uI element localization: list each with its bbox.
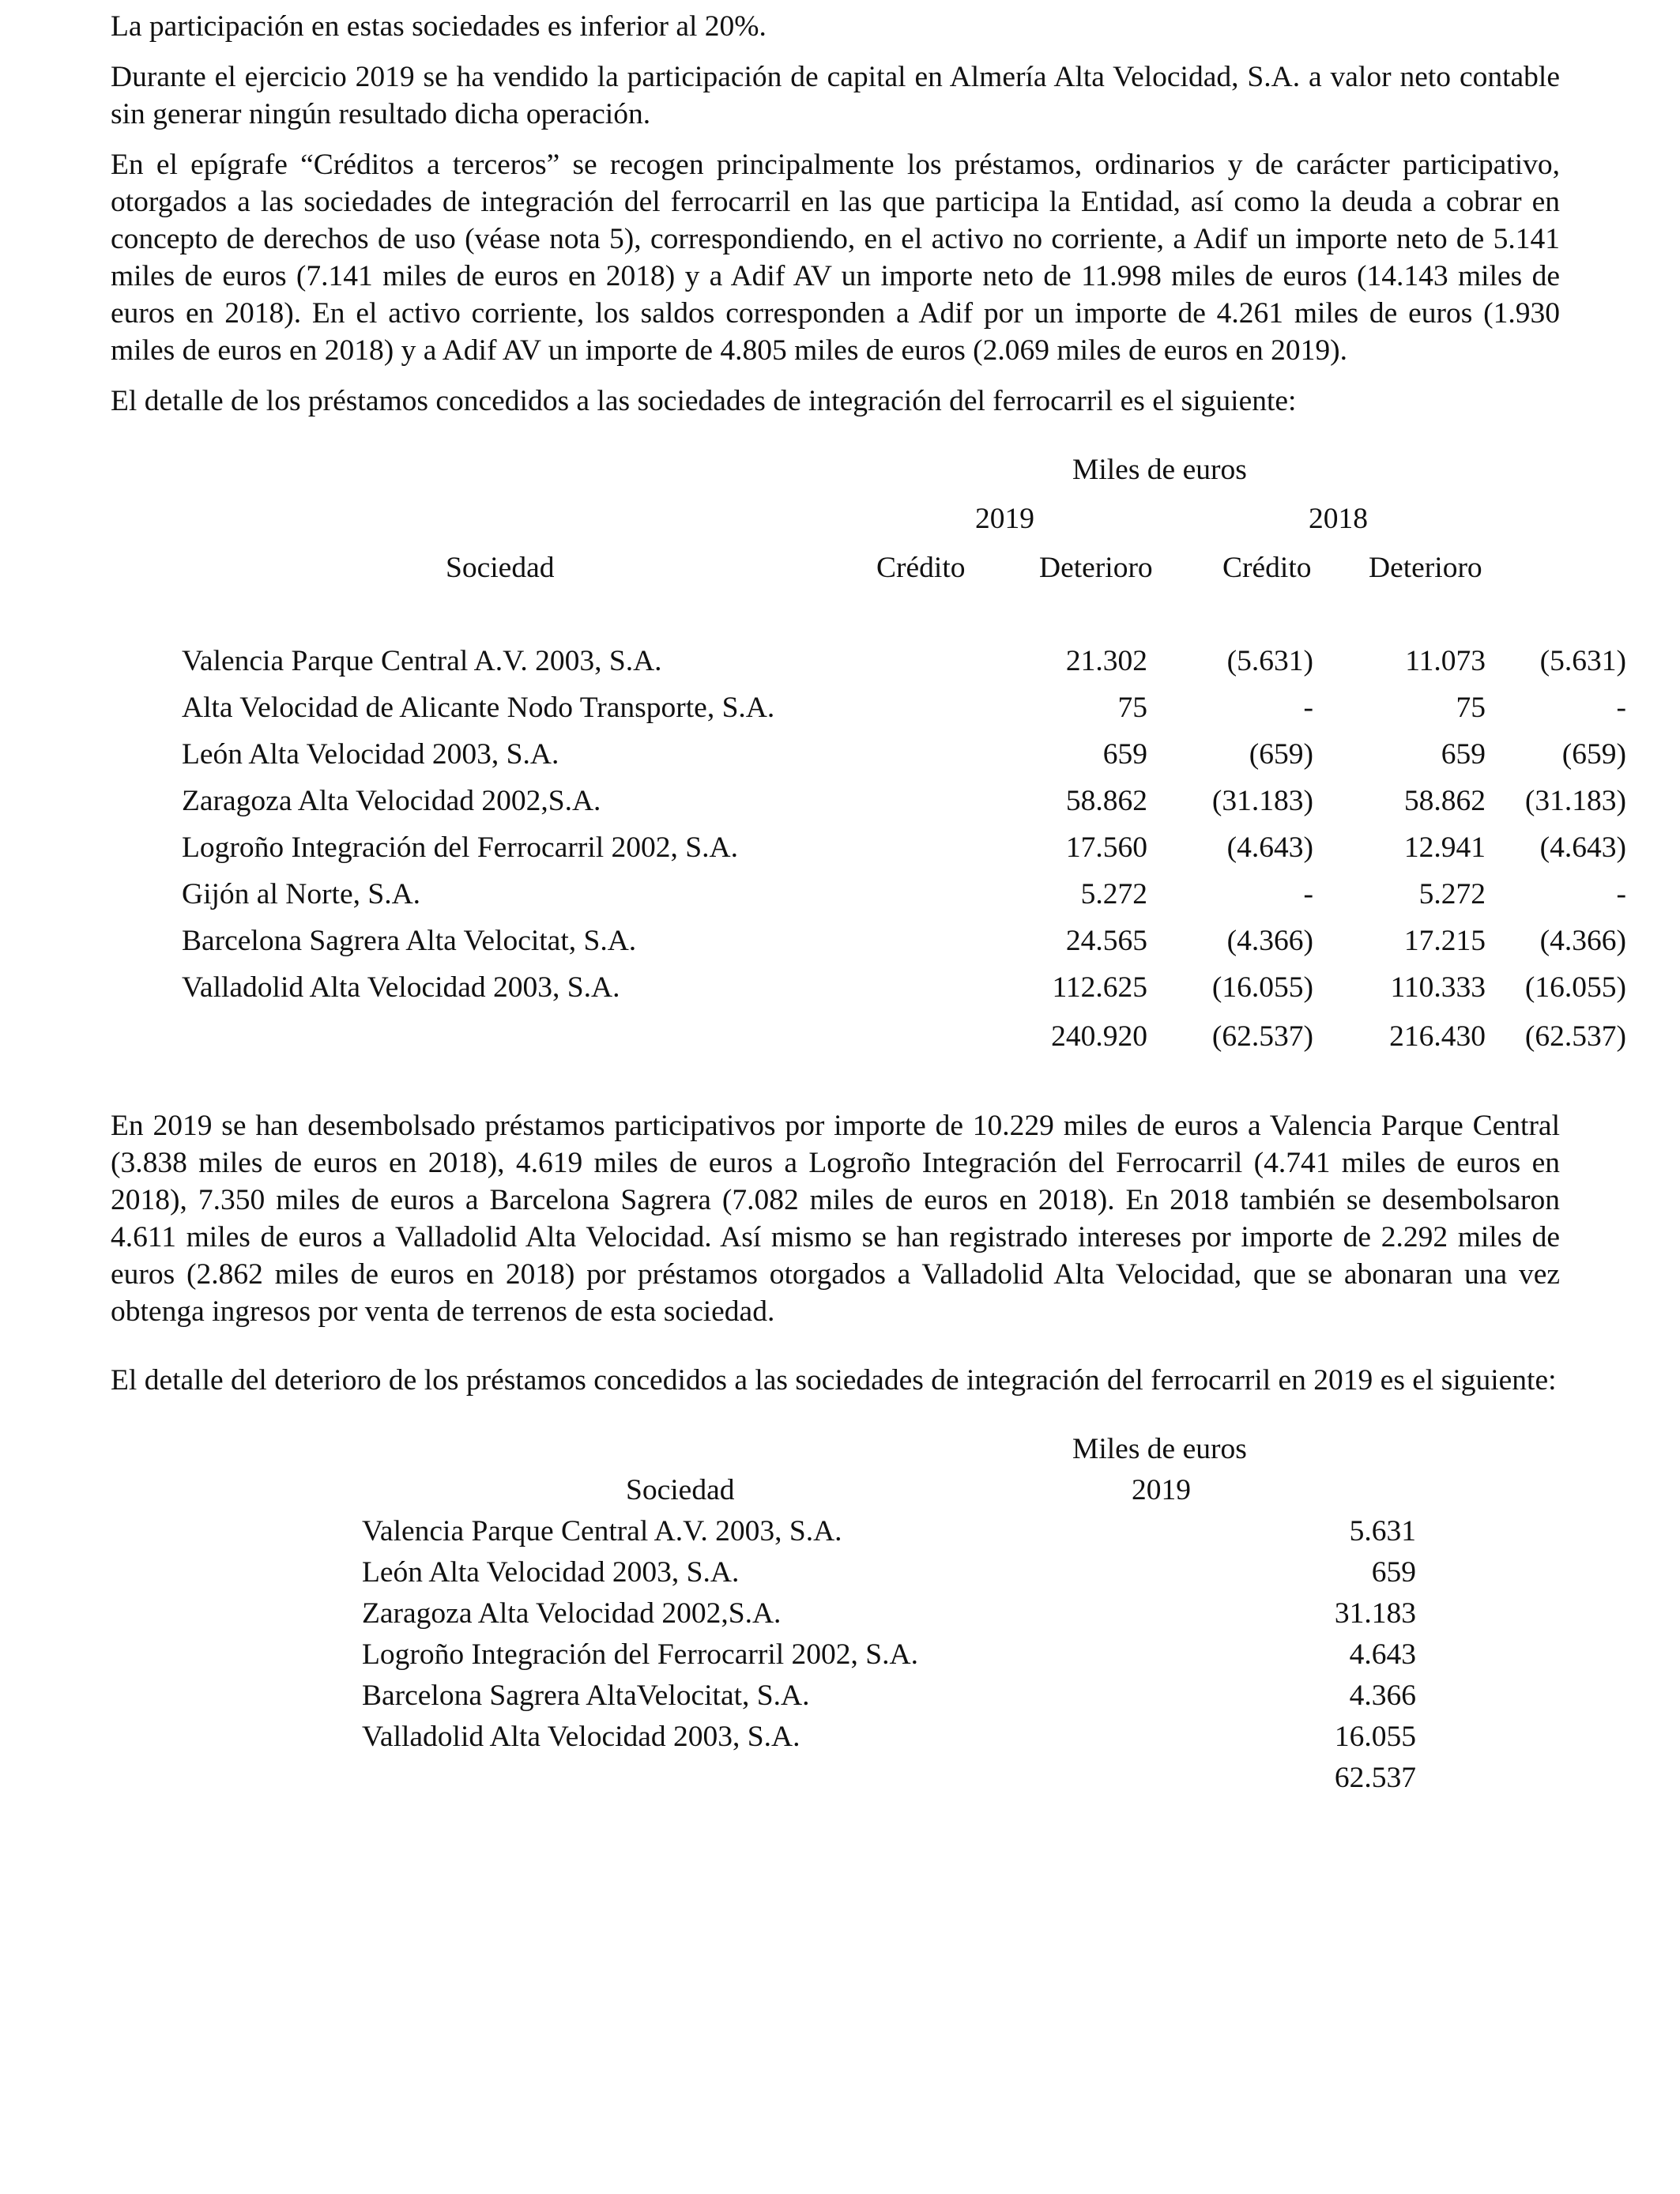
- table2-company-header: Sociedad: [626, 1474, 735, 1506]
- table-row: [182, 876, 1626, 922]
- table1-unit-header: Miles de euros: [1072, 454, 1247, 486]
- credit-2019: 5.272: [1080, 878, 1147, 910]
- company-name: Barcelona Sagrera AltaVelocitat, S.A.: [362, 1679, 810, 1712]
- company-name: Logroño Integración del Ferrocarril 2002, S.A.: [182, 831, 738, 864]
- impairment-value: 31.183: [1334, 1597, 1416, 1630]
- table-row: [362, 1718, 1416, 1759]
- impairment-2018: (31.183): [1524, 785, 1626, 817]
- table-row: [362, 1554, 1416, 1595]
- impairment-total: 62.537: [1334, 1762, 1416, 1794]
- credit-2018: 17.215: [1403, 925, 1486, 957]
- table-row: [182, 969, 1626, 1016]
- table-row: [362, 1636, 1416, 1677]
- company-name: Barcelona Sagrera Alta Velocitat, S.A.: [182, 925, 637, 957]
- total-impairment-2019: (62.537): [1211, 1020, 1313, 1053]
- company-name: León Alta Velocidad 2003, S.A.: [182, 738, 559, 771]
- paragraph-disbursements: En 2019 se han desembolsado préstamos participativos por importe de 10.229 miles de euros a Valencia Parque Central (3.838 miles de euros en 2018), 4.619 miles de euros a Logroño Integración del Ferrocarril (4.741 miles de euros en 2018), 7.350 miles de euros a Barcelona Sagrera (7.082 miles de euros en 2018). En 2018 también se desembolsaron 4.611 miles de euros a Valladolid Alta Velocidad. Así mismo se han registrado intereses por importe de 2.292 miles de euros (2.862 miles de euros en 2018) por préstamos otorgados a Valladolid Alta Velocidad, que se abonaran una vez obtenga ingresos por venta de terrenos de esta sociedad.: [111, 1110, 1560, 1328]
- total-impairment-2018: (62.537): [1524, 1020, 1626, 1053]
- total-credit-2018: 216.430: [1389, 1020, 1486, 1053]
- impairment-2019: (31.183): [1211, 785, 1313, 817]
- impairment-value: 659: [1371, 1556, 1416, 1589]
- table-total-row: [182, 1018, 1626, 1065]
- loans-table: [111, 451, 1626, 1076]
- table1-credit-2018-header: Crédito: [1222, 552, 1312, 584]
- credit-2018: 659: [1441, 738, 1486, 771]
- impairment-2018: (4.366): [1539, 925, 1626, 957]
- company-name: Gijón al Norte, S.A.: [182, 878, 421, 910]
- credit-2018: 5.272: [1418, 878, 1486, 910]
- credit-2018: 110.333: [1390, 971, 1486, 1004]
- total-credit-2019: 240.920: [1051, 1020, 1147, 1053]
- impairment-value: 4.643: [1349, 1638, 1416, 1671]
- table1-company-header: Sociedad: [446, 552, 555, 584]
- impairment-table: [111, 1431, 1560, 1810]
- impairment-2018: (4.643): [1539, 831, 1626, 864]
- credit-2018: 58.862: [1403, 785, 1486, 817]
- impairment-2018: -: [1616, 692, 1626, 724]
- table2-year-header: 2019: [1132, 1474, 1191, 1506]
- impairment-value: 5.631: [1349, 1515, 1416, 1547]
- company-name: Logroño Integración del Ferrocarril 2002, S.A.: [362, 1638, 918, 1671]
- table-row: [182, 782, 1626, 829]
- credit-2019: 75: [1117, 692, 1147, 724]
- table1-year-2019: 2019: [975, 503, 1034, 535]
- company-name: León Alta Velocidad 2003, S.A.: [362, 1556, 740, 1589]
- paragraph-sale: Durante el ejercicio 2019 se ha vendido la participación de capital en Almería Alta Velocidad, S.A. a valor neto contable sin generar ningún resultado dicha operación.: [111, 61, 1560, 130]
- table1-year-2018: 2018: [1309, 503, 1368, 535]
- company-name: Zaragoza Alta Velocidad 2002,S.A.: [362, 1597, 782, 1630]
- paragraph-participation: La participación en estas sociedades es inferior al 20%.: [111, 10, 767, 43]
- paragraph-loans-intro: El detalle de los préstamos concedidos a las sociedades de integración del ferrocarril es el siguiente:: [111, 385, 1297, 417]
- impairment-2018: (5.631): [1539, 645, 1626, 677]
- table1-credit-2019-header: Crédito: [876, 552, 966, 584]
- company-name: Valladolid Alta Velocidad 2003, S.A.: [182, 971, 620, 1004]
- company-name: Alta Velocidad de Alicante Nodo Transporte, S.A.: [182, 692, 775, 724]
- impairment-2018: (659): [1561, 738, 1626, 771]
- table2-unit-header: Miles de euros: [1072, 1433, 1247, 1465]
- impairment-2019: (4.366): [1226, 925, 1313, 957]
- document-page: [111, 8, 1626, 1810]
- credit-2018: 12.941: [1403, 831, 1486, 864]
- impairment-2018: (16.055): [1524, 971, 1626, 1004]
- credit-2019: 112.625: [1052, 971, 1147, 1004]
- table-row: [182, 643, 1626, 689]
- impairment-2019: (5.631): [1226, 645, 1313, 677]
- credit-2019: 659: [1102, 738, 1147, 771]
- table1-impairment-2019-header: Deterioro: [1039, 552, 1153, 584]
- company-name: Zaragoza Alta Velocidad 2002,S.A.: [182, 785, 601, 817]
- impairment-value: 4.366: [1349, 1679, 1416, 1712]
- table-row: [182, 689, 1626, 736]
- impairment-2019: (4.643): [1226, 831, 1313, 864]
- impairment-value: 16.055: [1334, 1721, 1416, 1753]
- table-row: [182, 829, 1626, 876]
- table-row: [362, 1513, 1416, 1554]
- credit-2019: 24.565: [1065, 925, 1147, 957]
- company-name: Valladolid Alta Velocidad 2003, S.A.: [362, 1721, 800, 1753]
- impairment-2018: -: [1616, 878, 1626, 910]
- table-row: [362, 1595, 1416, 1636]
- table-row: [182, 736, 1626, 782]
- table-row: [362, 1677, 1416, 1718]
- table-total-row: [362, 1759, 1416, 1800]
- table-row: [182, 922, 1626, 969]
- impairment-2019: (16.055): [1211, 971, 1313, 1004]
- credit-2019: 17.560: [1065, 831, 1147, 864]
- credit-2019: 21.302: [1065, 645, 1147, 677]
- company-name: Valencia Parque Central A.V. 2003, S.A.: [182, 645, 662, 677]
- impairment-2019: (659): [1249, 738, 1313, 771]
- impairment-2019: -: [1303, 878, 1313, 910]
- paragraph-impairment-intro: El detalle del deterioro de los préstamos concedidos a las sociedades de integración del ferrocarril en 2019 es el siguiente:: [111, 1364, 1557, 1397]
- credit-2018: 75: [1456, 692, 1486, 724]
- table1-impairment-2018-header: Deterioro: [1369, 552, 1482, 584]
- paragraph-credits: En el epígrafe “Créditos a terceros” se recogen principalmente los préstamos, ordinarios y de carácter participativo, otorgados a las sociedades de integración del ferrocarril en las que participa la Entidad, así como la deuda a cobrar en concepto de derechos de uso (véase nota 5), correspondiendo, en el activo no corriente, a Adif un importe neto de 5.141 miles de euros (7.141 miles de euros en 2018) y a Adif AV un importe neto de 11.998 miles de euros (14.143 miles de euros en 2018). En el activo corriente, los saldos corresponden a Adif por un importe de 4.261 miles de euros (1.930 miles de euros en 2018) y a Adif AV un importe de 4.805 miles de euros (2.069 miles de euros en 2019).: [111, 149, 1560, 367]
- credit-2019: 58.862: [1065, 785, 1147, 817]
- impairment-2019: -: [1303, 692, 1313, 724]
- company-name: Valencia Parque Central A.V. 2003, S.A.: [362, 1515, 842, 1547]
- credit-2018: 11.073: [1405, 645, 1486, 677]
